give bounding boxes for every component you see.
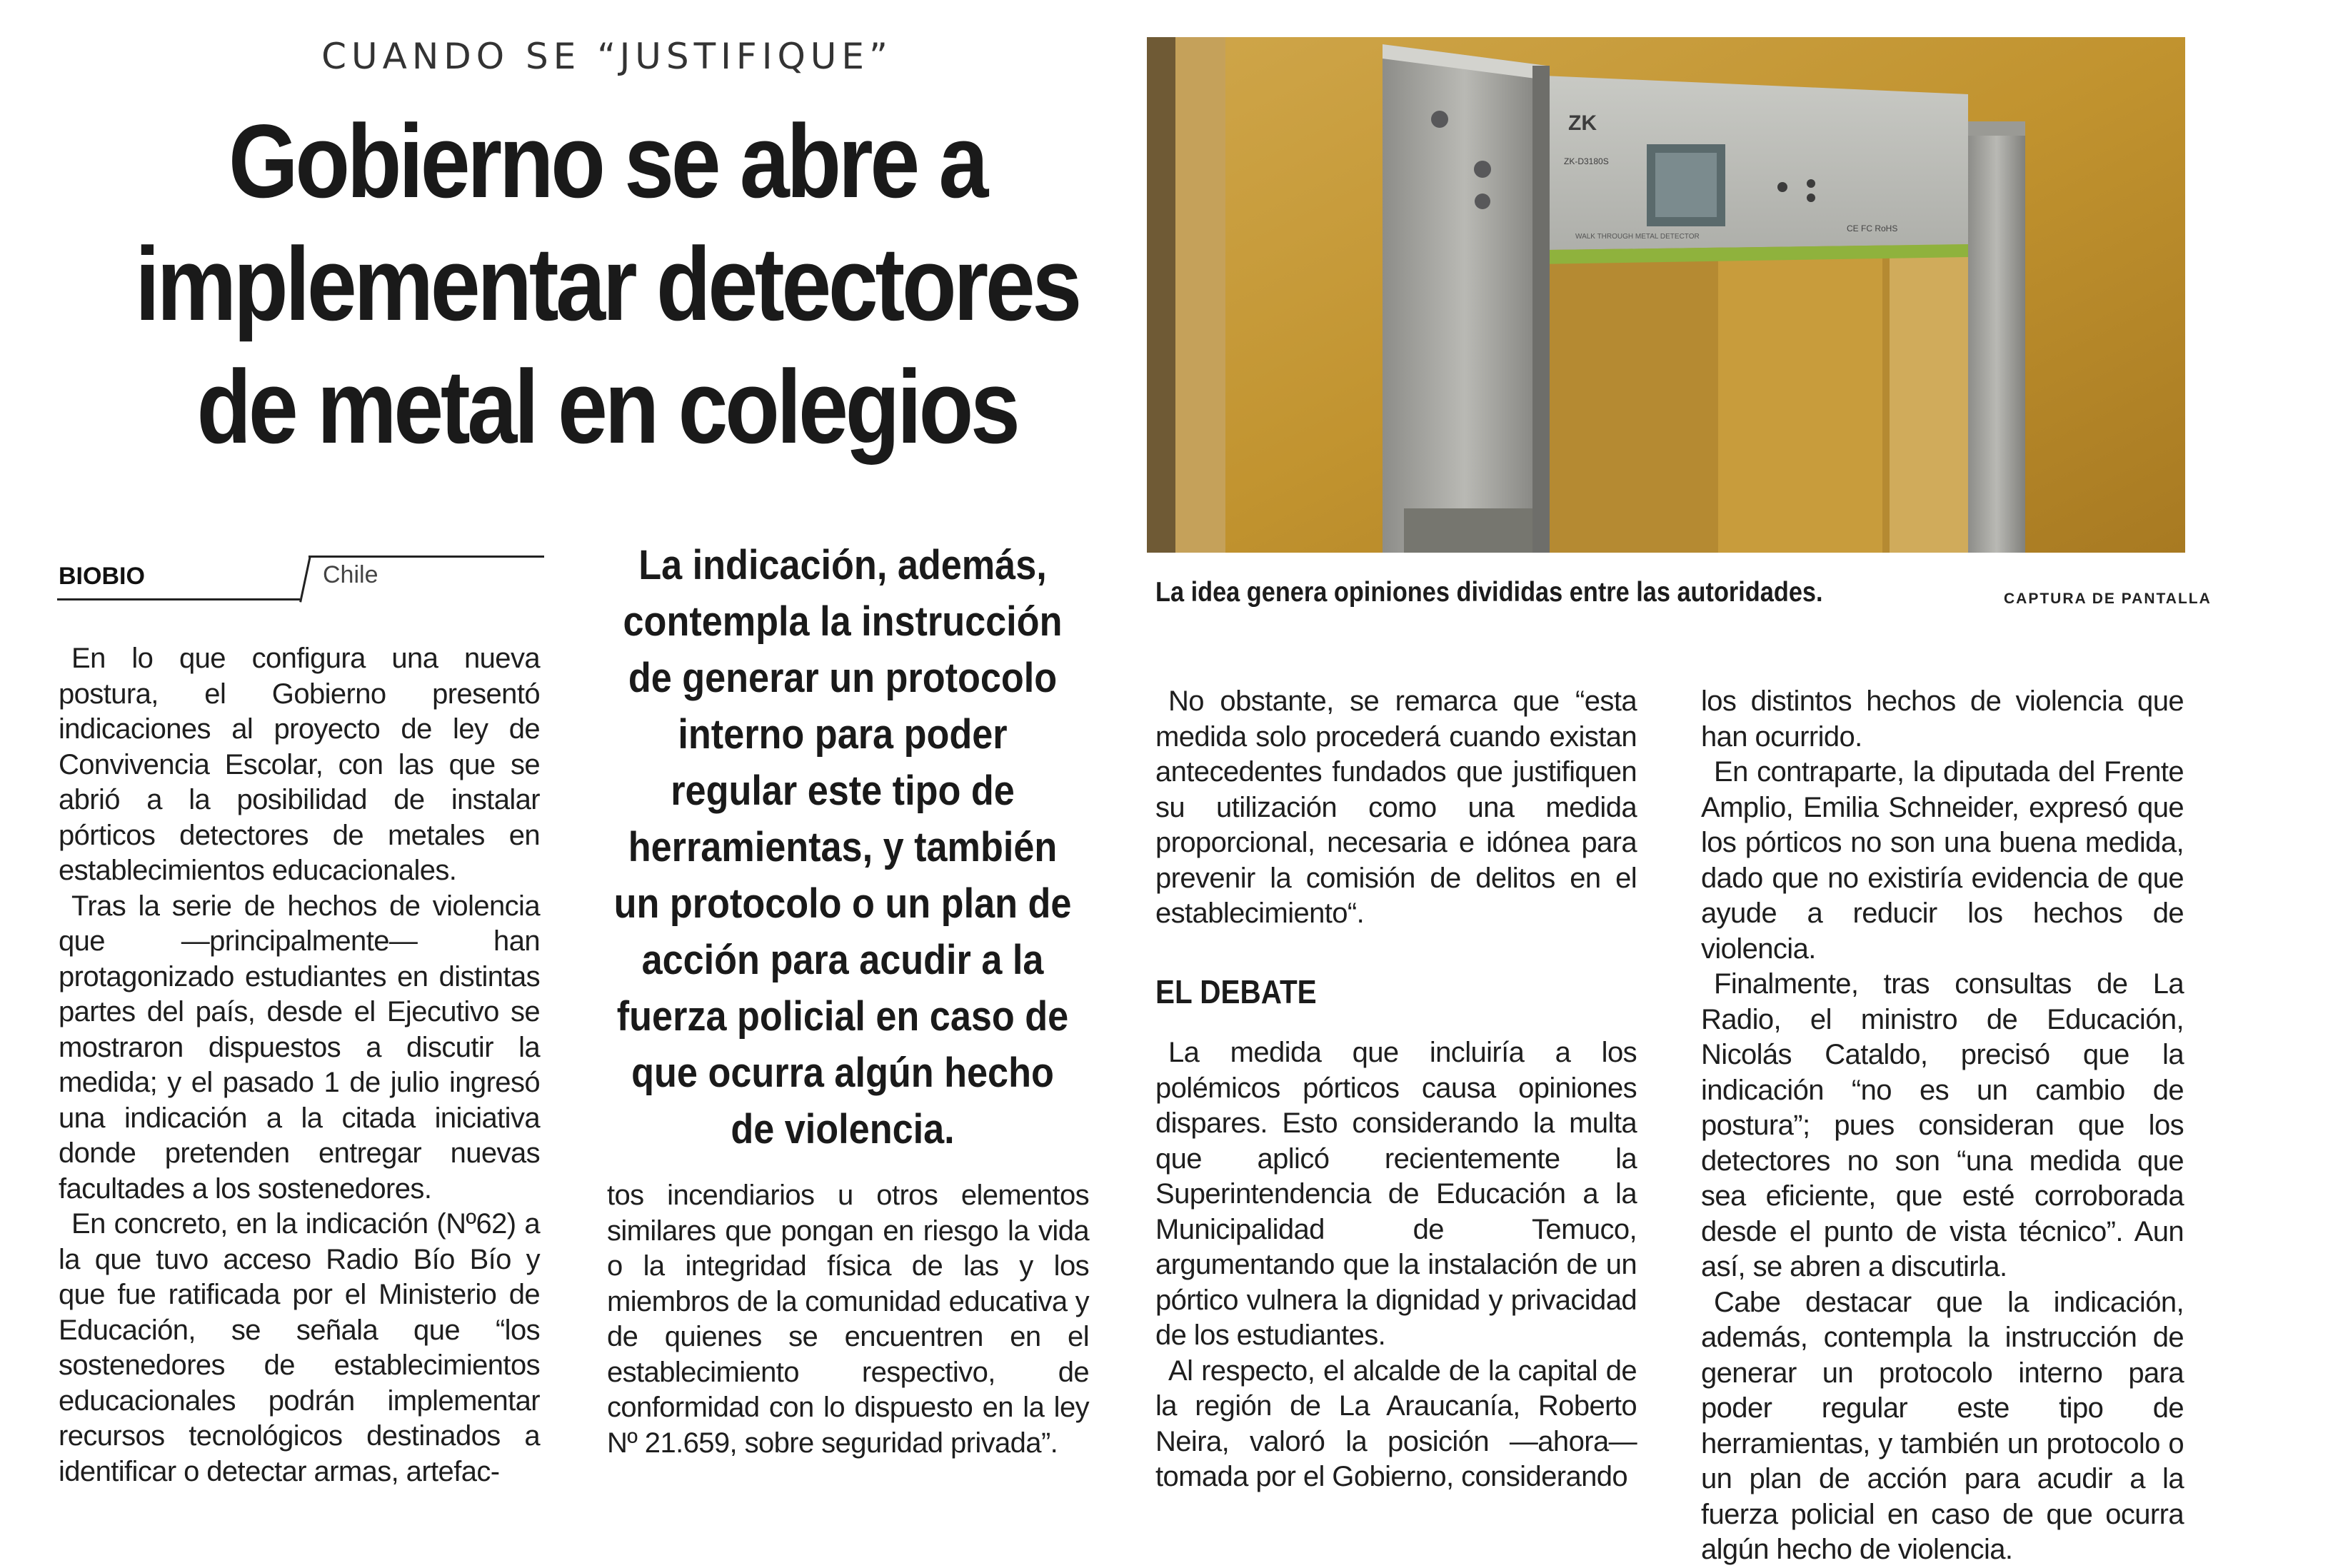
device-cert: CE FC RoHS xyxy=(1847,223,1898,233)
paragraph: En lo que configura una nueva postura, el Gobierno presentó indicaciones al proyecto de ley de Convivencia Escolar, con las que se abrió a la posibilidad de instalar pórticos detectores de metales en establecimientos educacionales. xyxy=(59,643,540,886)
paragraph: En contraparte, la diputada del Frente Amplio, Emilia Schneider, expresó que los pórticos no son una buena medida, dado que no existiría evidencia de que ayude a reducir los hechos de violencia. xyxy=(1701,756,2184,965)
source-rule xyxy=(57,598,300,600)
source-label: BIOBIO xyxy=(59,563,145,590)
paragraph: En concreto, en la indicación (Nº62) a la que tuvo acceso Radio Bío Bío y que fue ratificada por el Ministerio de Educación, se señala que “los sostenedores de establecimientos educacionales podrán implementar recursos tecnológicos destinados a identificar o detectar armas, artefac- xyxy=(59,1208,540,1487)
paragraph: los distintos hechos de violencia que han ocurrido. xyxy=(1701,685,2184,753)
paragraph: tos incendiarios u otros elementos similares que pongan en riesgo la vida o la integridad física de las y los miembros de la comunidad educativa y de quienes se encuentren en el establecimiento respectivo, de conformidad con lo dispuesto en la ley Nº 21.659, sobre seguridad privada”. xyxy=(607,1180,1089,1459)
body-column-4 xyxy=(1701,684,2184,1568)
paragraph: Al respecto, el alcalde de la capital de la región de La Araucanía, Roberto Neira, valoró la posición —ahora— tomada por el Gobierno, considerando xyxy=(1155,1355,1637,1492)
kicker: CUANDO SE “JUSTIFIQUE” xyxy=(321,36,893,77)
headline: Gobierno se abre a implementar detectores de metal en colegios xyxy=(135,103,1079,465)
device-brand: ZK xyxy=(1568,111,1597,135)
paragraph: Tras la serie de hechos de violencia que —principalmente— han protagonizado estudiantes en distintas partes del país, desde el Ejecutivo se mostraron dispuestos a discutir la medida; y el pasado 1 de julio ingresó una indicación a la citada iniciativa donde pretenden entregar nuevas facultades a los sostenedores. xyxy=(59,890,540,1205)
source-region: Chile xyxy=(323,561,378,588)
article-photo xyxy=(1147,37,2185,553)
paragraph: Finalmente, tras consultas de La Radio, el ministro de Educación, Nicolás Cataldo, precisó que la indicación “no es un cambio de postura”; pues consideran que los detectores no son “una medida que sea eficiente, que esté corroborada desde el punto de vista técnico”. Aun así, se abren a discutirla. xyxy=(1701,968,2184,1282)
source-rule xyxy=(308,556,544,558)
device-strip: WALK THROUGH METAL DETECTOR xyxy=(1575,233,1700,241)
photo-credit: CAPTURA DE PANTALLA xyxy=(2004,590,2212,607)
body-column-3-debate xyxy=(1155,1035,1637,1495)
paragraph: La medida que incluiría a los polémicos pórticos causa opiniones dispares. Esto considerando la multa que aplicó recientemente la Superintendencia de Educación a la Municipalidad de Temuco, argumentando que la instalación de un pórtico vulnera la dignidad y privacidad de los estudiantes. xyxy=(1155,1037,1637,1351)
device-model: ZK-D3180S xyxy=(1564,156,1609,166)
paragraph: No obstante, se remarca que “esta medida solo procederá cuando existan antecedentes fundados que justifiquen su utilización como una medida proporcional, necesaria e idónea para prevenir la comisión de delitos en el establecimiento“. xyxy=(1155,685,1637,929)
source-rule-slash xyxy=(299,556,311,602)
photo-caption: La idea genera opiniones divididas entre las autoridades. xyxy=(1155,577,1823,608)
body-column-1 xyxy=(59,641,540,1489)
paragraph: Cabe destacar que la indicación, además, contempla la instrucción de generar un protocolo interno para poder regular este tipo de herramientas, y también un protocolo o un plan de acción para acudir a la fuerza policial en caso de que ocurra algún hecho de violencia. xyxy=(1701,1286,2184,1565)
body-column-2 xyxy=(607,1178,1089,1461)
metal-detector-illustration xyxy=(1147,37,2185,553)
pull-quote: La indicación, además, contempla la instrucción de generar un protocolo interno para poder regular este tipo de herramientas, y también un protocolo o un plan de acción para acudir a la fuerza policial en caso de que ocurra algún hecho de violencia. xyxy=(613,542,1072,1152)
body-column-3 xyxy=(1155,684,1637,932)
section-subhead: EL DEBATE xyxy=(1155,973,1317,1010)
